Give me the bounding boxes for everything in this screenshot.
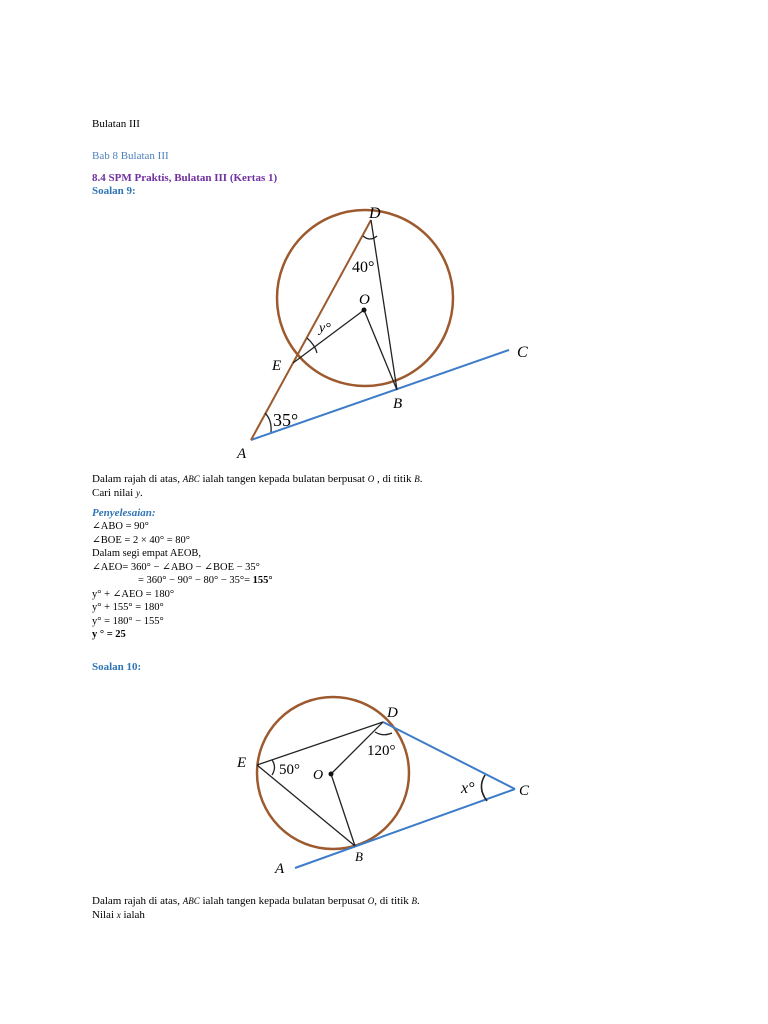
q10-angle-x: x°	[461, 780, 475, 797]
q9-solution-line: y° + ∠AEO = 180°	[92, 588, 175, 600]
q9-label-O: O	[359, 292, 370, 308]
q9-text-1c: , di titik	[374, 473, 415, 485]
q9-text-o: O	[367, 474, 375, 484]
q9-text-1d: .	[419, 473, 423, 485]
q9-line-o-b	[364, 310, 397, 390]
q9-label-D: D	[369, 205, 381, 222]
q10-label-A: A	[275, 861, 285, 877]
q10-line-e-d	[257, 722, 383, 765]
q10-arc-c	[481, 775, 487, 801]
q10-label-O: O	[313, 768, 324, 783]
q9-angle-y: y°	[319, 321, 331, 336]
document-title: Bulatan III	[92, 118, 140, 130]
q9-center-point	[362, 308, 367, 313]
q10-text-1b: ialah tangen kepada bulatan berpusat	[199, 895, 368, 907]
q10-angle-d: 120°	[367, 743, 396, 759]
q10-text-x: x	[116, 910, 121, 920]
q10-label-B: B	[355, 849, 363, 864]
question-10-diagram	[225, 695, 545, 880]
q9-text-2b: .	[140, 487, 143, 499]
section-heading: 8.4 SPM Praktis, Bulatan III (Kertas 1)	[92, 172, 278, 184]
q10-tangent-d-c	[383, 722, 515, 789]
q9-angle-d: 40°	[352, 259, 375, 276]
q10-label-C: C	[519, 783, 530, 799]
q10-label-D: D	[387, 705, 398, 721]
q9-question-text	[92, 472, 423, 500]
q9-label-B: B	[393, 396, 403, 412]
q10-text-b: B	[411, 896, 417, 906]
q10-arc-e	[272, 760, 275, 775]
q9-text-b: B	[414, 474, 420, 484]
q9-solution-bold: 155°	[252, 575, 273, 586]
q10-text-1a: Dalam rajah di atas,	[92, 895, 183, 907]
q9-solution-line-text: = 360° − 90° − 80° − 35°=	[138, 575, 253, 586]
question-10-heading: Soalan 10:	[92, 661, 142, 673]
q9-solution-line: y° + 155° = 180°	[92, 602, 164, 613]
q9-solution-body	[92, 520, 273, 642]
q9-angle-a: 35°	[273, 410, 299, 430]
q9-solution-line: ∠ABO = 90°	[92, 521, 149, 532]
q9-text-2a: Cari nilai	[92, 487, 136, 499]
q10-question-text	[92, 894, 420, 922]
q9-solution-line	[92, 574, 273, 588]
q10-line-o-b	[331, 774, 355, 846]
q10-label-E: E	[237, 755, 247, 771]
q9-line-e-o	[293, 310, 364, 363]
q9-solution-line: ∠AEO= 360° − ∠ABO − ∠BOE − 35°	[92, 561, 260, 573]
question-9-diagram	[225, 198, 545, 463]
q9-solution-line: y° = 180° − 155°	[92, 615, 164, 627]
q10-center-point	[329, 772, 334, 777]
q9-arc-a	[265, 413, 271, 432]
q10-text-2b: ialah	[120, 909, 145, 921]
q10-text-o: O	[367, 896, 375, 906]
q10-arc-d	[375, 732, 392, 735]
question-9-heading: Soalan 9:	[92, 185, 136, 197]
chapter-heading: Bab 8 Bulatan III	[92, 150, 169, 162]
q10-text-1d: .	[417, 895, 420, 907]
q9-label-C: C	[517, 344, 528, 361]
q9-label-A: A	[237, 446, 247, 462]
q9-text-1b: ialah tangen kepada bulatan berpusat	[199, 473, 368, 485]
q9-text-abc: ABC	[182, 474, 200, 484]
q10-line-e-b	[257, 765, 355, 846]
q10-angle-e: 50°	[279, 762, 300, 778]
q9-solution-line: Dalam segi empat AEOB,	[92, 548, 202, 559]
q9-label-E: E	[272, 358, 282, 374]
q9-solution-line: ∠BOE = 2 × 40° = 80°	[92, 534, 190, 546]
q9-text-y: y	[136, 488, 140, 498]
q9-solution-heading: Penyelesaian:	[92, 507, 156, 519]
q9-answer: y ° = 25	[92, 629, 126, 640]
q10-text-abc: ABC	[182, 896, 200, 906]
q9-text-1a: Dalam rajah di atas,	[92, 473, 183, 485]
q9-arc-d	[363, 236, 377, 239]
q9-line-d-b	[371, 220, 397, 390]
q10-text-1c: , di titik	[374, 895, 412, 907]
q10-text-2a: Nilai	[92, 909, 117, 921]
q9-line-a-d	[251, 220, 371, 440]
